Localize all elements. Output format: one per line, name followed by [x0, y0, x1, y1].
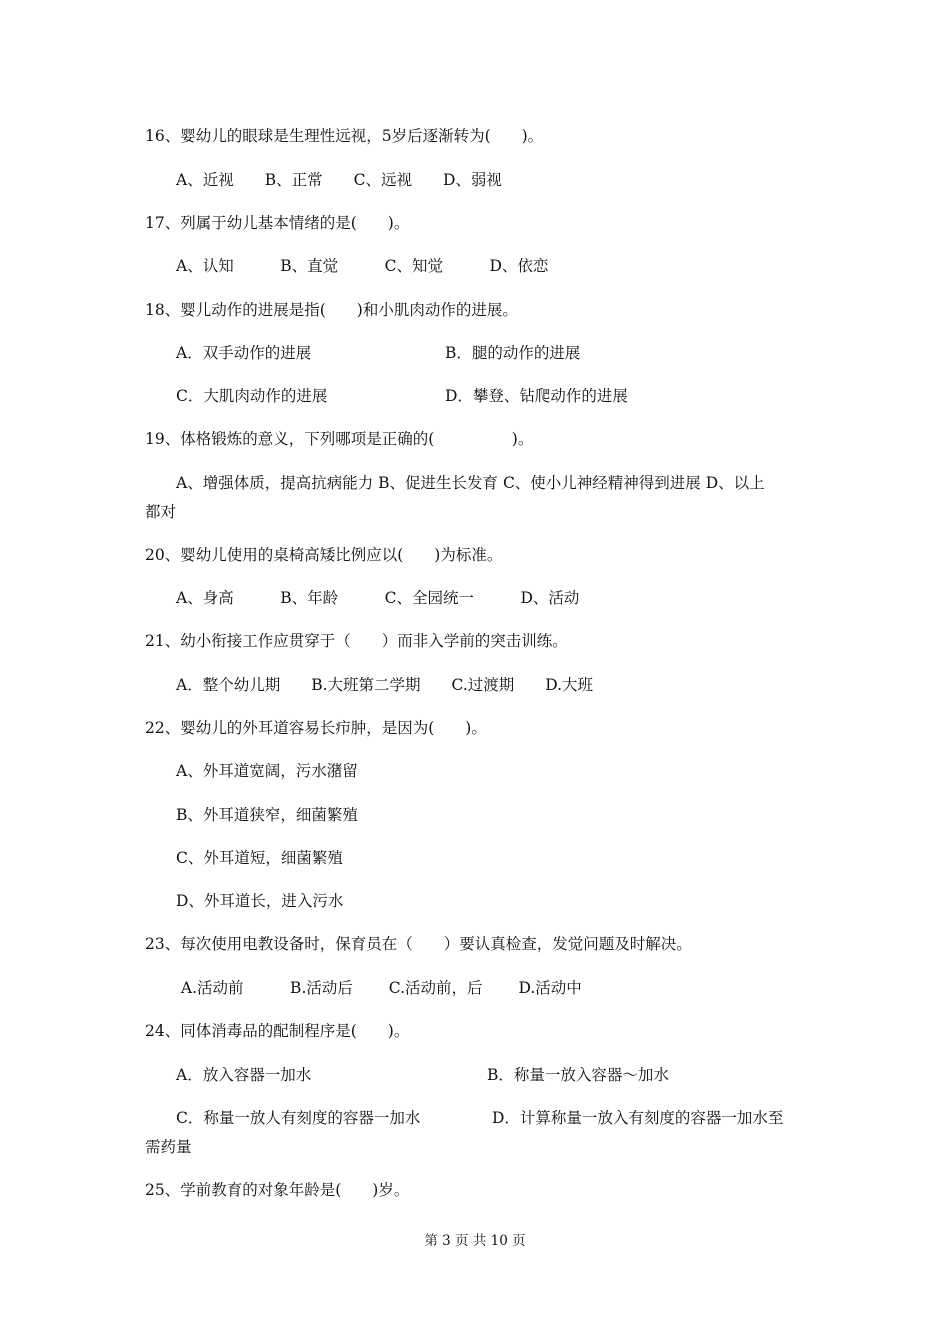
page-number-footer: 第 3 页 共 10 页	[424, 1233, 526, 1249]
question-22-option-b: B、外耳道狭窄，细菌繁殖	[176, 806, 358, 824]
question-23-stem: 23、每次使用电教设备时，保育员在（ ）要认真检查，发觉问题及时解决。	[145, 935, 692, 953]
question-19-options-line-2: 都对	[145, 503, 177, 521]
question-19-stem: 19、体格锻炼的意义，下列哪项是正确的( )。	[145, 430, 534, 448]
question-24-option-d-continued: 需药量	[145, 1138, 192, 1156]
question-21-stem: 21、幼小衔接工作应贯穿于（ ）而非入学前的突击训练。	[145, 632, 568, 650]
question-18-option-b: B．腿的动作的进展	[445, 344, 581, 362]
question-18-stem: 18、婴儿动作的进展是指( )和小肌肉动作的进展。	[145, 301, 518, 319]
question-24-option-d: D．计算称量一放入有刻度的容器一加水至	[492, 1109, 784, 1127]
question-18-option-a: A．双手动作的进展	[176, 344, 312, 362]
question-24-option-b: B．称量一放入容器～加水	[487, 1066, 669, 1084]
question-22-option-a: A、外耳道宽阔，污水潴留	[176, 762, 358, 780]
question-16-stem: 16、婴幼儿的眼球是生理性远视，5岁后逐渐转为( )。	[145, 127, 544, 145]
question-17-options: A、认知 B、直觉 C、知觉 D、依恋	[176, 257, 549, 275]
question-22-option-c: C、外耳道短，细菌繁殖	[176, 849, 343, 867]
question-24-option-a: A．放入容器一加水	[176, 1066, 312, 1084]
question-20-options: A、身高 B、年龄 C、全园统一 D、活动	[176, 589, 580, 607]
question-22-stem: 22、婴幼儿的外耳道容易长疖肿，是因为( )。	[145, 719, 487, 737]
question-24-option-c: C．称量一放人有刻度的容器一加水	[176, 1109, 421, 1127]
question-20-stem: 20、婴幼儿使用的桌椅高矮比例应以( )为标准。	[145, 546, 503, 564]
question-21-options: A．整个幼儿期 B.大班第二学期 C.过渡期 D.大班	[176, 676, 594, 694]
question-23-options: A.活动前 B.活动后 C.活动前，后 D.活动中	[176, 979, 582, 997]
question-22-option-d: D、外耳道长，进入污水	[176, 892, 344, 910]
question-25-stem: 25、学前教育的对象年龄是( )岁。	[145, 1181, 410, 1199]
question-19-options-line-1: A、增强体质，提高抗病能力 B、促进生长发育 C、使小儿神经精神得到进展 D、以上	[176, 474, 765, 492]
question-18-option-d: D．攀登、钻爬动作的进展	[445, 387, 628, 405]
question-16-options: A、近视 B、正常 C、远视 D、弱视	[176, 171, 502, 189]
question-18-option-c: C．大肌肉动作的进展	[176, 387, 328, 405]
question-24-stem: 24、同体消毒品的配制程序是( )。	[145, 1022, 410, 1040]
question-17-stem: 17、列属于幼儿基本情绪的是( )。	[145, 214, 410, 232]
